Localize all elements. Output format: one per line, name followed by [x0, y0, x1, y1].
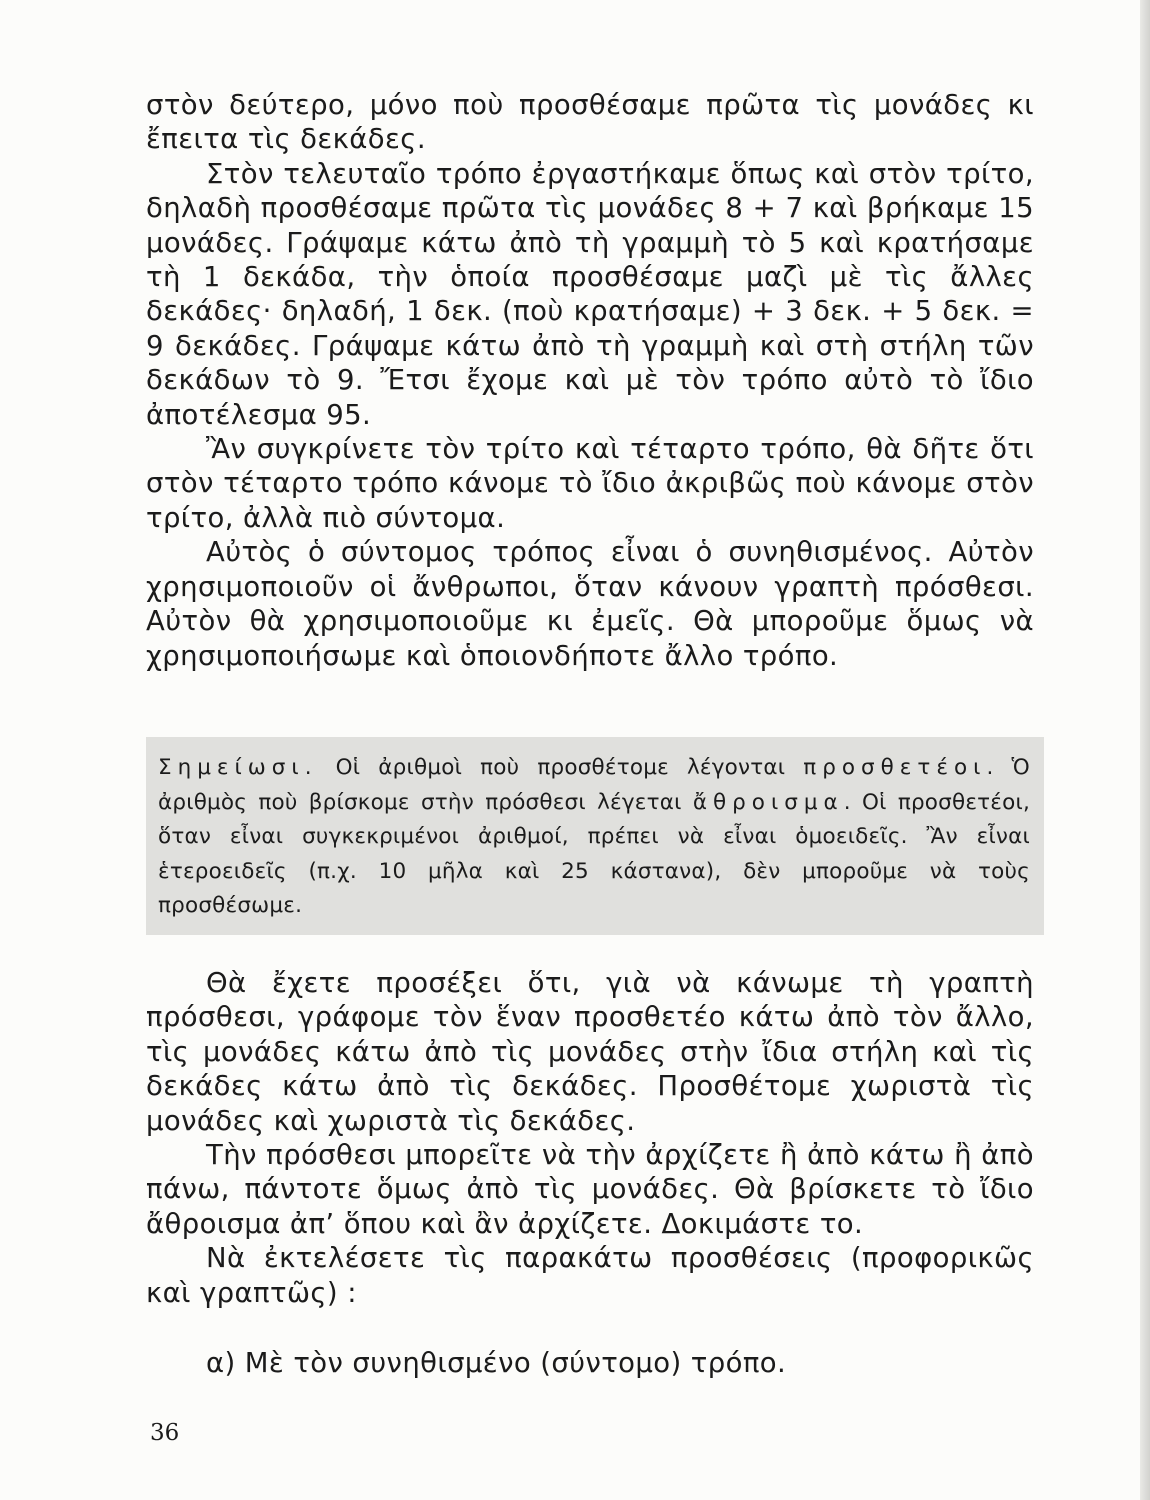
- page-edge-shadow: [1140, 0, 1150, 1500]
- note-text-part-2: . Ὁ ἀριθμὸς ποὺ βρίσκομε στὴν πρόσθεσι λέγεται: [158, 755, 1030, 815]
- note-box: [146, 737, 1044, 935]
- paragraph-usual-method: Αὐτὸς ὁ σύντομος τρόπος εἶναι ὁ συνηθισμένος. Αὐτὸν χρησιμοποιοῦν οἱ ἄνθρωποι, ὅταν κάνουν γραπτὴ πρόσθεσι. Αὐτὸν θὰ χρησιμοποιοῦμε κι ἐμεῖς. Θὰ μποροῦμε ὅμως νὰ χρησιμοποιήσωμε καὶ ὁποιονδήποτε ἄλλο τρόπο.: [146, 536, 1034, 672]
- note-text: [158, 751, 1030, 924]
- paragraph-fourth-method: Στὸν τελευταῖο τρόπο ἐργαστήκαμε ὅπως καὶ στὸν τρίτο, δηλαδὴ προσθέσαμε πρῶτα τὶς μονάδες 8 + 7 καὶ βρήκαμε 15 μονάδες. Γράψαμε κάτω ἀπὸ τὴ γραμμὴ τὸ 5 καὶ κρατήσαμε τὴ 1 δεκάδα, τὴν ὁποία προσθέσαμε μαζὶ μὲ τὶς ἄλλες δεκάδες· δηλαδή, 1 δεκ. (ποὺ κρατήσαμε) + 3 δεκ. + 5 δεκ. = 9 δεκάδες. Γράψαμε κάτω ἀπὸ τὴ γραμμὴ καὶ στὴ στήλη τῶν δεκάδων τὸ 9. Ἔτσι ἔχομε καὶ μὲ τὸν τρόπο αὐτὸ τὸ ἴδιο ἀποτέλεσμα 95.: [146, 157, 1034, 431]
- text-block-bottom: [146, 966, 1034, 1310]
- paragraph-exercise-intro: Νὰ ἐκτελέσετε τὶς παρακάτω προσθέσεις (προφορικῶς καὶ γραπτῶς) :: [146, 1242, 1034, 1309]
- page-number: 36: [150, 1420, 180, 1446]
- text-block-top: [146, 88, 1034, 673]
- note-text-part-3: . Οἱ προσθετέοι, ὅταν εἶναι συγκεκριμένοι ἀριθμοί, πρέπει νὰ εἶναι ὁμοειδεῖς. Ἂν εἶναι ἑτεροειδεῖς (π.χ. 10 μῆλα καὶ 25 κάστανα), δὲν μποροῦμε νὰ τοὺς προσθέσωμε.: [158, 789, 1030, 919]
- note-text-part-1: Οἱ ἀριθμοὶ ποὺ προσθέτομε λέγονται: [317, 755, 804, 780]
- note-term-addends: προσθετέοι: [803, 755, 987, 780]
- paragraph-direction: Τὴν πρόσθεσι μπορεῖτε νὰ τὴν ἀρχίζετε ἢ ἀπὸ κάτω ἢ ἀπὸ πάνω, πάντοτε ὅμως ἀπὸ τὶς μονάδες. Θὰ βρίσκετε τὸ ἴδιο ἄθροισμα ἀπ’ ὅπου καὶ ἂν ἀρχίζετε. Δοκιμάστε το.: [146, 1139, 1034, 1240]
- paragraph-written-addition: Θὰ ἔχετε προσέξει ὅτι, γιὰ νὰ κάνωμε τὴ γραπτὴ πρόσθεσι, γράφομε τὸν ἕναν προσθετέο κάτω ἀπὸ τὸν ἄλλο, τὶς μονάδες κάτω ἀπὸ τὶς μονάδες στὴν ἴδια στήλη καὶ τὶς δεκάδες κάτω ἀπὸ τὶς δεκάδες. Προσθέτομε χωριστὰ τὶς μονάδες καὶ χωριστὰ τὶς δεκάδες.: [146, 967, 1034, 1137]
- exercise-item-a: α) Μὲ τὸν συνηθισμένο (σύντομο) τρόπο.: [206, 1347, 787, 1379]
- paragraph-comparison: Ἂν συγκρίνετε τὸν τρίτο καὶ τέταρτο τρόπο, θὰ δῆτε ὅτι στὸν τέταρτο τρόπο κάνομε τὸ ἴδιο ἀκριβῶς ποὺ κάνομε στὸν τρίτο, ἀλλὰ πιὸ σύντομα.: [146, 433, 1034, 534]
- paragraph-continuation: στὸν δεύτερο, μόνο ποὺ προσθέσαμε πρῶτα τὶς μονάδες κι ἔπειτα τὶς δεκάδες.: [146, 89, 1034, 156]
- note-label: Σημείωσι.: [158, 755, 318, 780]
- note-term-sum: ἄθροισμα: [692, 789, 844, 815]
